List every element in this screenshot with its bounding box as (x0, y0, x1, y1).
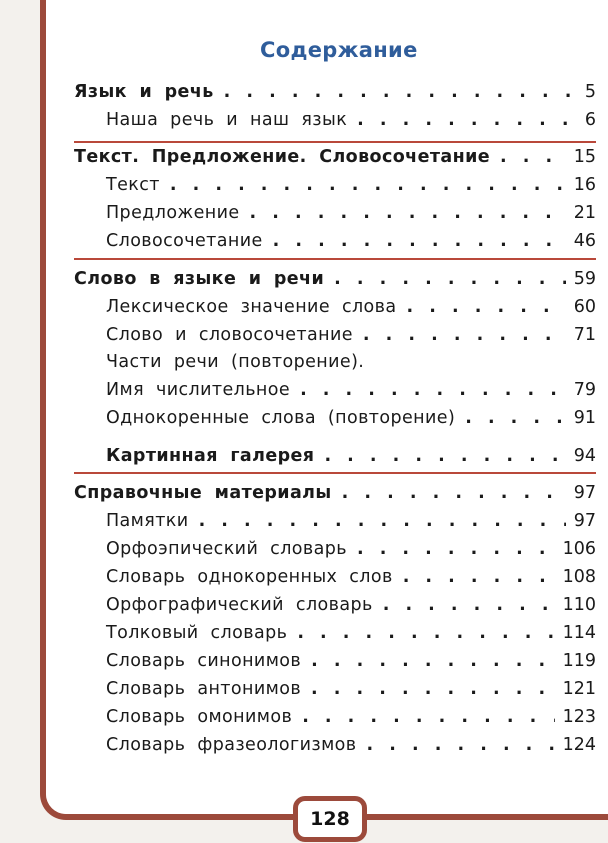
toc-entry[interactable] (106, 539, 596, 563)
toc-entry[interactable] (106, 175, 596, 199)
toc-label: Имя числительное (106, 380, 291, 400)
toc-label: Толковый словарь (106, 623, 288, 643)
toc-page: 106 (562, 539, 596, 559)
toc-label: Текст. Предложение. Словосочетание (74, 147, 491, 167)
toc-page: 60 (573, 297, 596, 317)
leader-dots (357, 539, 555, 559)
toc-label: Наша речь и наш язык (106, 110, 348, 130)
toc-page: 6 (584, 110, 596, 130)
toc-entry[interactable] (106, 231, 596, 255)
toc-page: 110 (562, 595, 596, 615)
toc-entry[interactable] (74, 82, 596, 106)
page-title: Содержание (260, 38, 418, 62)
toc-page: 16 (573, 175, 596, 195)
toc-page: 108 (562, 567, 596, 587)
leader-dots (465, 408, 566, 428)
toc-label: Словарь фразеологизмов (106, 735, 357, 755)
leader-dots (342, 483, 566, 503)
leader-dots (403, 567, 555, 587)
leader-dots (311, 679, 555, 699)
toc-entry[interactable] (106, 735, 596, 759)
leader-dots (500, 147, 566, 167)
toc-page: 79 (573, 380, 596, 400)
toc-entry[interactable] (74, 147, 596, 171)
toc-entry[interactable] (106, 380, 596, 404)
toc-label: Слово и словосочетание (106, 325, 353, 345)
leader-dots (363, 325, 566, 345)
leader-dots (199, 511, 566, 531)
toc-label: Язык и речь (74, 82, 214, 102)
leader-dots (302, 707, 554, 727)
toc-entry[interactable] (106, 679, 596, 703)
leader-dots (324, 446, 565, 466)
toc-entry[interactable] (106, 651, 596, 675)
toc-label: Словарь синонимов (106, 651, 302, 671)
toc-label: Текст (106, 175, 160, 195)
toc-page: 91 (573, 408, 596, 428)
toc-page: 15 (573, 147, 596, 167)
toc-label: Слово в языке и речи (74, 269, 325, 289)
toc-entry[interactable] (74, 483, 596, 507)
toc-entry[interactable] (106, 623, 596, 647)
toc-label: Лексическое значение слова (106, 297, 397, 317)
toc-entry[interactable] (106, 297, 596, 321)
toc-entry[interactable] (74, 269, 596, 293)
toc-page: 124 (562, 735, 596, 755)
toc-page: 119 (562, 651, 596, 671)
divider-3 (74, 472, 596, 474)
toc-label: Словарь однокоренных слов (106, 567, 393, 587)
leader-dots (300, 380, 566, 400)
toc-label: Предложение (106, 203, 240, 223)
toc-page: 59 (573, 269, 596, 289)
leader-dots (273, 231, 566, 251)
leader-dots (170, 175, 566, 195)
toc-entry[interactable] (106, 511, 596, 535)
toc-page: 97 (573, 483, 596, 503)
leader-dots (334, 269, 566, 289)
toc-page: 123 (562, 707, 596, 727)
leader-dots (357, 110, 577, 130)
toc-page: 46 (573, 231, 596, 251)
leader-dots (297, 623, 554, 643)
toc-entry[interactable] (106, 595, 596, 619)
leader-dots (224, 82, 577, 102)
toc-label: Словарь антонимов (106, 679, 302, 699)
toc-entry[interactable] (106, 203, 596, 227)
leader-dots (311, 651, 554, 671)
leader-dots (407, 297, 566, 317)
toc-entry-no-page[interactable] (106, 352, 364, 376)
toc-label: Словосочетание (106, 231, 263, 251)
divider-1 (74, 141, 596, 143)
toc-page: 97 (573, 511, 596, 531)
toc-entry[interactable] (106, 567, 596, 591)
toc-label: Справочные материалы (74, 483, 332, 503)
toc-entry[interactable] (106, 325, 596, 349)
toc-page: 94 (573, 446, 596, 466)
toc-entry[interactable] (106, 408, 596, 432)
toc-label: Словарь омонимов (106, 707, 293, 727)
toc-page: 21 (573, 203, 596, 223)
toc-page: 71 (573, 325, 596, 345)
toc-label: Части речи (повторение). (106, 352, 365, 372)
page-number-badge (293, 796, 367, 842)
toc-entry[interactable] (106, 707, 596, 731)
toc-label: Орфографический словарь (106, 595, 373, 615)
divider-2 (74, 258, 596, 260)
toc-entry[interactable] (106, 446, 596, 470)
toc-label: Однокоренные слова (повторение) (106, 408, 456, 428)
page-number: 128 (310, 808, 350, 830)
toc-page: 5 (584, 82, 596, 102)
toc-label: Памятки (106, 511, 189, 531)
toc-entry[interactable] (106, 110, 596, 134)
leader-dots (250, 203, 566, 223)
toc-page: 114 (562, 623, 596, 643)
leader-dots (383, 595, 555, 615)
leader-dots (367, 735, 555, 755)
toc-label: Картинная галерея (106, 446, 315, 466)
toc-label: Орфоэпический словарь (106, 539, 347, 559)
toc-page: 121 (562, 679, 596, 699)
